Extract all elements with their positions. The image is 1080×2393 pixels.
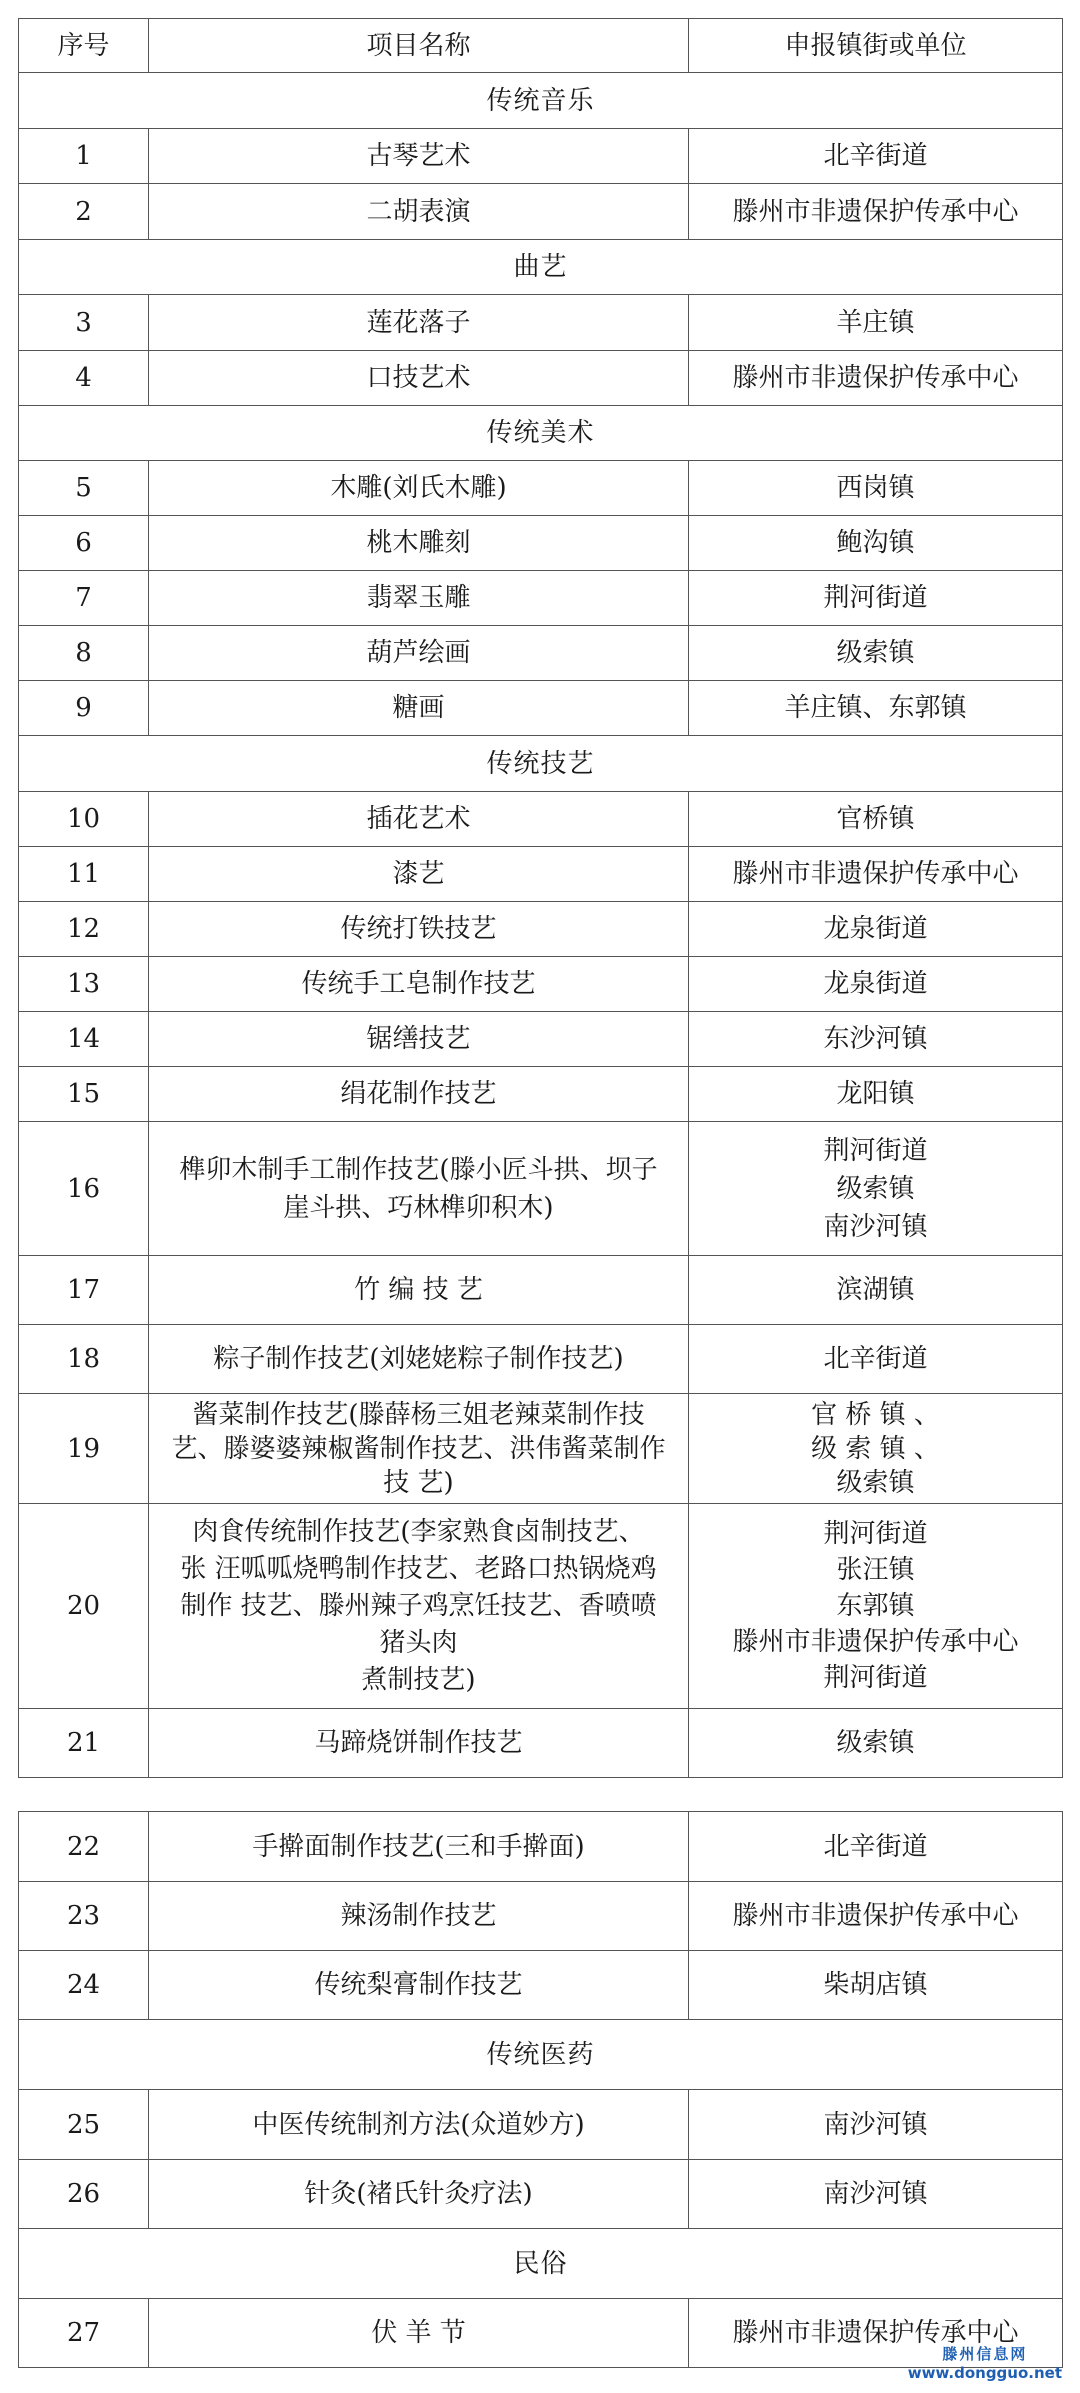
row-name-line: 榫卯木制手工制作技艺(滕小匠斗拱、坝子: [179, 1154, 658, 1185]
section-row-music: [19, 73, 1063, 129]
table-row: [19, 1882, 1063, 1951]
row-num: 19: [19, 1394, 149, 1504]
table-row: [19, 2160, 1063, 2229]
section-row-folk: [19, 2229, 1063, 2299]
row-name: 插花艺术: [149, 792, 689, 847]
row-num: 15: [19, 1067, 149, 1122]
row-num: 14: [19, 1012, 149, 1067]
row-unit: 北辛街道: [689, 129, 1063, 184]
table-row: [19, 902, 1063, 957]
row-unit-multiline: [689, 1394, 1063, 1504]
table-row: [19, 792, 1063, 847]
row-unit-line: 官 桥 镇 、: [811, 1399, 940, 1430]
row-unit-line: 级索镇: [836, 1173, 915, 1204]
table-row: [19, 1812, 1063, 1882]
row-name: 传统手工皂制作技艺: [149, 957, 689, 1012]
row-name: 竹 编 技 艺: [149, 1256, 689, 1325]
row-name: 二胡表演: [149, 184, 689, 240]
section-title: 民俗: [19, 2229, 1063, 2299]
table-row: [19, 1709, 1063, 1778]
watermark: [908, 2344, 1062, 2382]
row-name-line: 制作 技艺、滕州辣子鸡烹饪技艺、香喷喷: [180, 1590, 657, 1621]
table-row: [19, 1504, 1063, 1709]
row-num: 5: [19, 461, 149, 516]
table-row: [19, 2299, 1063, 2368]
row-name-line: 猪头肉: [379, 1627, 458, 1658]
row-name-line: 技 艺): [383, 1467, 454, 1498]
row-name: 传统打铁技艺: [149, 902, 689, 957]
row-num: 10: [19, 792, 149, 847]
row-name-line: 崖斗拱、巧林榫卯积木): [283, 1192, 554, 1223]
table-row: [19, 681, 1063, 736]
table-row: [19, 1067, 1063, 1122]
heritage-table-part1: [18, 18, 1063, 1778]
row-num: 24: [19, 1951, 149, 2020]
section-row-craft: [19, 736, 1063, 792]
row-unit-line: 级 索 镇 、: [811, 1433, 940, 1464]
table-row: [19, 461, 1063, 516]
row-num: 23: [19, 1882, 149, 1951]
row-num: 9: [19, 681, 149, 736]
row-num: 12: [19, 902, 149, 957]
row-num: 6: [19, 516, 149, 571]
table-row: [19, 184, 1063, 240]
row-num: 3: [19, 295, 149, 351]
row-num: 2: [19, 184, 149, 240]
row-name: 粽子制作技艺(刘姥姥粽子制作技艺): [149, 1325, 689, 1394]
table-row: [19, 571, 1063, 626]
row-num: 1: [19, 129, 149, 184]
row-name: 漆艺: [149, 847, 689, 902]
row-name-line: 张 汪呱呱烧鸭制作技艺、老路口热锅烧鸡: [180, 1553, 657, 1584]
row-unit: 柴胡店镇: [689, 1951, 1063, 2020]
section-row-quyi: [19, 240, 1063, 295]
row-name-multiline: [149, 1394, 689, 1504]
row-unit: 级索镇: [689, 626, 1063, 681]
row-unit-multiline: [689, 1122, 1063, 1256]
row-name: 翡翠玉雕: [149, 571, 689, 626]
section-title: 传统美术: [19, 406, 1063, 461]
section-title: 传统医药: [19, 2020, 1063, 2090]
table-row: [19, 351, 1063, 406]
row-name: 传统梨膏制作技艺: [149, 1951, 689, 2020]
row-unit: 滕州市非遗保护传承中心: [689, 184, 1063, 240]
row-unit: 滕州市非遗保护传承中心: [689, 847, 1063, 902]
row-unit-multiline: [689, 1504, 1063, 1709]
row-num: 4: [19, 351, 149, 406]
table-row: [19, 957, 1063, 1012]
table-row: [19, 1256, 1063, 1325]
row-unit: 荆河街道: [689, 571, 1063, 626]
row-unit: 东沙河镇: [689, 1012, 1063, 1067]
row-num: 21: [19, 1709, 149, 1778]
table-row: [19, 1325, 1063, 1394]
row-name: 手擀面制作技艺(三和手擀面): [149, 1812, 689, 1882]
row-name: 桃木雕刻: [149, 516, 689, 571]
row-unit: 级索镇: [689, 1709, 1063, 1778]
row-unit: 北辛街道: [689, 1812, 1063, 1882]
row-name-line: 艺、滕婆婆辣椒酱制作技艺、洪伟酱菜制作: [171, 1433, 666, 1464]
table-row: [19, 295, 1063, 351]
row-num: 16: [19, 1122, 149, 1256]
row-unit-line: 荆河街道: [823, 1663, 928, 1693]
row-num: 26: [19, 2160, 149, 2229]
row-unit-line: 级索镇: [836, 1467, 915, 1498]
table-row: [19, 129, 1063, 184]
section-row-medicine: [19, 2020, 1063, 2090]
row-name: 口技艺术: [149, 351, 689, 406]
table-row: [19, 626, 1063, 681]
watermark-url: www.dongguo.net: [907, 2364, 1062, 2382]
row-num: 25: [19, 2090, 149, 2160]
row-name-multiline: [149, 1122, 689, 1256]
row-unit: 龙泉街道: [689, 902, 1063, 957]
row-unit-line: 荆河街道: [823, 1519, 928, 1549]
row-unit: 北辛街道: [689, 1325, 1063, 1394]
row-num: 20: [19, 1504, 149, 1709]
section-row-art: [19, 406, 1063, 461]
row-unit: 滕州市非遗保护传承中心: [689, 351, 1063, 406]
row-unit: 南沙河镇: [689, 2160, 1063, 2229]
table-row: [19, 847, 1063, 902]
row-num: 8: [19, 626, 149, 681]
heritage-table-part2: [18, 1811, 1063, 2368]
row-num: 17: [19, 1256, 149, 1325]
row-name: 葫芦绘画: [149, 626, 689, 681]
row-name: 伏 羊 节: [149, 2299, 689, 2368]
table-row: [19, 516, 1063, 571]
row-name-line: 酱菜制作技艺(滕薛杨三姐老辣菜制作技: [192, 1399, 645, 1430]
section-title: 曲艺: [19, 240, 1063, 295]
table-row: [19, 1394, 1063, 1504]
row-name-line: 煮制技艺): [361, 1664, 476, 1695]
row-name: 锯缮技艺: [149, 1012, 689, 1067]
row-num: 27: [19, 2299, 149, 2368]
row-name: 古琴艺术: [149, 129, 689, 184]
row-name: 莲花落子: [149, 295, 689, 351]
row-unit: 鲍沟镇: [689, 516, 1063, 571]
table-row: [19, 1122, 1063, 1256]
header-unit: 申报镇街或单位: [689, 19, 1063, 73]
row-name: 木雕(刘氏木雕): [149, 461, 689, 516]
row-unit: 龙阳镇: [689, 1067, 1063, 1122]
row-unit-line: 荆河街道: [823, 1135, 928, 1166]
row-unit-line: 东郭镇: [836, 1591, 915, 1621]
header-num: 序号: [19, 19, 149, 73]
table-header-row: [19, 19, 1063, 73]
row-num: 22: [19, 1812, 149, 1882]
row-unit: 滕州市非遗保护传承中心: [689, 1882, 1063, 1951]
section-title: 传统技艺: [19, 736, 1063, 792]
row-unit: 滨湖镇: [689, 1256, 1063, 1325]
table-row: [19, 1951, 1063, 2020]
row-unit: 滕州市非遗保护传承中心: [689, 2299, 1063, 2368]
row-unit-line: 滕州市非遗保护传承中心: [732, 1627, 1019, 1657]
watermark-brand: 滕州信息网: [942, 2345, 1028, 2363]
row-name: 糖画: [149, 681, 689, 736]
row-name: 辣汤制作技艺: [149, 1882, 689, 1951]
header-name: 项目名称: [149, 19, 689, 73]
row-unit: 羊庄镇、东郭镇: [689, 681, 1063, 736]
row-unit-line: 南沙河镇: [823, 1211, 928, 1242]
row-unit: 官桥镇: [689, 792, 1063, 847]
table-row: [19, 2090, 1063, 2160]
table-row: [19, 1012, 1063, 1067]
row-name: 绢花制作技艺: [149, 1067, 689, 1122]
row-num: 11: [19, 847, 149, 902]
row-unit-line: 张汪镇: [836, 1555, 915, 1585]
row-unit: 龙泉街道: [689, 957, 1063, 1012]
row-num: 18: [19, 1325, 149, 1394]
row-unit: 西岗镇: [689, 461, 1063, 516]
row-num: 13: [19, 957, 149, 1012]
row-unit: 羊庄镇: [689, 295, 1063, 351]
row-name-multiline: [149, 1504, 689, 1709]
row-num: 7: [19, 571, 149, 626]
row-name: 中医传统制剂方法(众道妙方): [149, 2090, 689, 2160]
row-unit: 南沙河镇: [689, 2090, 1063, 2160]
row-name-line: 肉食传统制作技艺(李家熟食卤制技艺、: [192, 1516, 645, 1547]
row-name: 马蹄烧饼制作技艺: [149, 1709, 689, 1778]
section-title: 传统音乐: [19, 73, 1063, 129]
row-name: 针灸(褚氏针灸疗法): [149, 2160, 689, 2229]
